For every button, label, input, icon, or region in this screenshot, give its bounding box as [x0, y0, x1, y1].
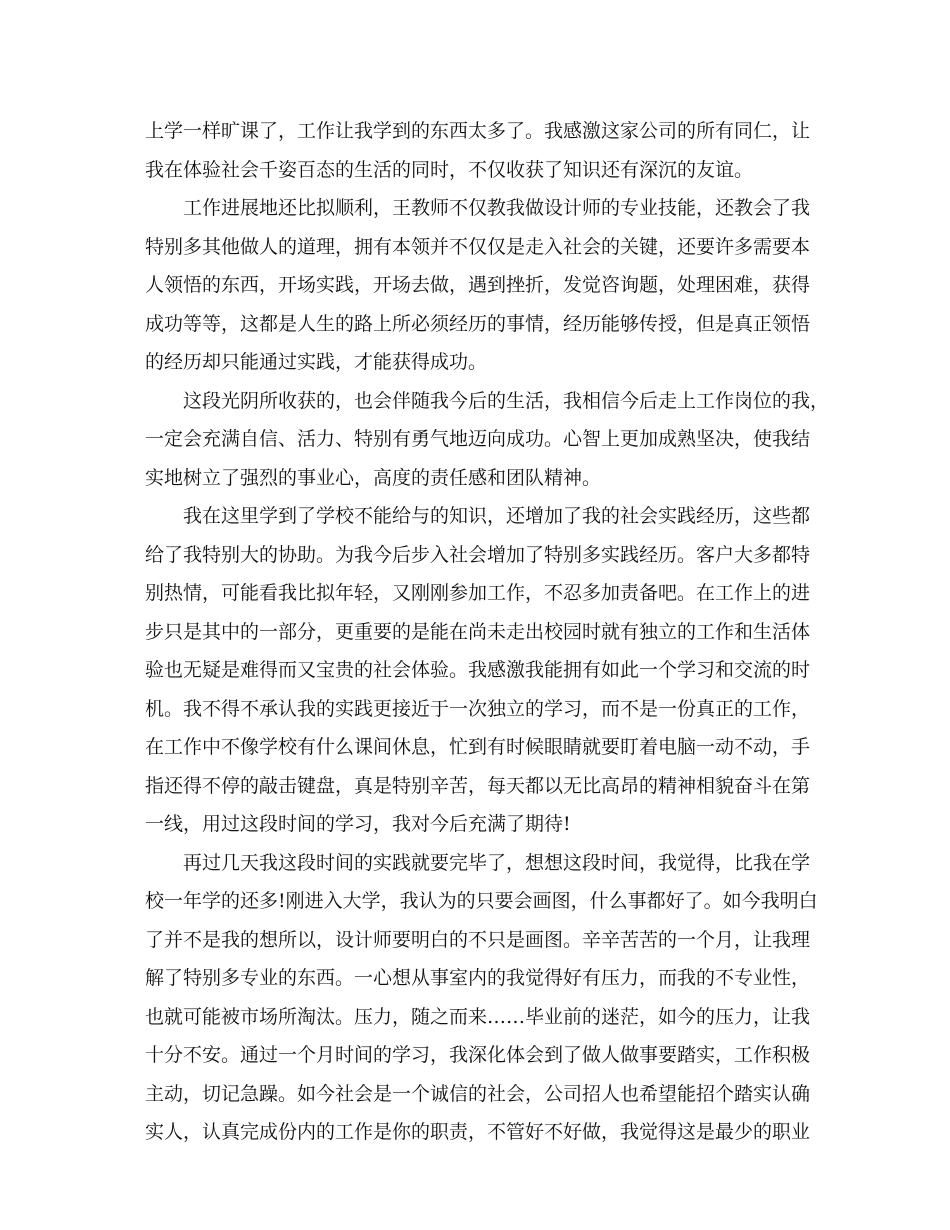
text-line: 实地树立了强烈的事业心，高度的责任感和团队精神。 [145, 466, 602, 489]
text-line: 实人，认真完成份内的工作是你的职责，不管好不好做，我觉得这是最少的职业 [145, 1121, 811, 1143]
text-line: 人领悟的东西，开场实践，开场去做，遇到挫折，发觉咨询题，处理困难，获得 [145, 274, 811, 296]
text-line: 机。我不得不承认我的实践更接近于一次独立的学习，而不是一份真正的工作， [145, 697, 811, 720]
paragraph-first-line: 再过几天我这段时间的实践就要完毕了，想想这段时间，我觉得，比我在学 [183, 851, 811, 874]
text-line: 步只是其中的一部分，更重要的是能在尚未走出校园时就有独立的工作和生活体 [145, 620, 811, 643]
text-line: 一线，用过这段时间的学习，我对今后充满了期待! [145, 813, 571, 835]
text-line: 指还得不停的敲击键盘，真是特别辛苦，每天都以无比高昂的精神相貌奋斗在第 [145, 774, 811, 797]
text-line: 的经历却只能通过实践，才能获得成功。 [145, 351, 488, 373]
text-line: 我在体验社会千姿百态的生活的同时，不仅收获了知识还有深沉的友谊。 [145, 158, 754, 181]
text-line: 别热情，可能看我比拟年轻，又刚刚参加工作，不忍多加责备吧。在工作上的进 [145, 582, 811, 604]
text-line: 一定会充满自信、活力、特别有勇气地迈向成功。心智上更加成熟坚决，使我结 [145, 428, 811, 450]
body-text [145, 112, 830, 1152]
text-line: 给了我特别大的协助。为我今后步入社会增加了特别多实践经历。客户大多都特 [145, 543, 811, 566]
paragraph-first-line: 我在这里学到了学校不能给与的知识，还增加了我的社会实践经历，这些都 [183, 505, 811, 527]
text-line: 在工作中不像学校有什么课间休息，忙到有时候眼睛就要盯着电脑一动不动，手 [145, 736, 811, 758]
text-line: 解了特别多专业的东西。一心想从事室内的我觉得好有压力，而我的不专业性， [145, 967, 811, 989]
text-line: 校一年学的还多!刚进入大学，我认为的只要会画图，什么事都好了。如今我明白 [145, 890, 818, 912]
text-line: 了并不是我的想所以，设计师要明白的不只是画图。辛辛苦苦的一个月，让我理 [145, 928, 811, 951]
text-line: 特别多其他做人的道理，拥有本领并不仅仅是走入社会的关键，还要许多需要本 [145, 235, 811, 258]
text-line: 主动，切记急躁。如今社会是一个诚信的社会，公司招人也希望能招个踏实认确 [145, 1082, 811, 1105]
text-line: 成功等等，这都是人生的路上所必须经历的事情，经历能够传授，但是真正领悟 [145, 312, 811, 335]
text-line: 十分不安。通过一个月时间的学习，我深化体会到了做人做事要踏实，工作积极 [145, 1044, 811, 1066]
paragraph-first-line: 这段光阴所收获的，也会伴随我今后的生活，我相信今后走上工作岗位的我， [183, 389, 830, 412]
text-line: 也就可能被市场所淘汰。压力，随之而来……毕业前的迷茫，如今的压力，让我 [145, 1005, 811, 1028]
paragraph-first-line: 工作进展地还比拟顺利，王教师不仅教我做设计师的专业技能，还教会了我 [183, 197, 811, 219]
text-line: 验也无疑是难得而又宝贵的社会体验。我感激我能拥有如此一个学习和交流的时 [145, 659, 811, 681]
text-line: 上学一样旷课了，工作让我学到的东西太多了。我感激这家公司的所有同仁，让 [145, 120, 811, 142]
